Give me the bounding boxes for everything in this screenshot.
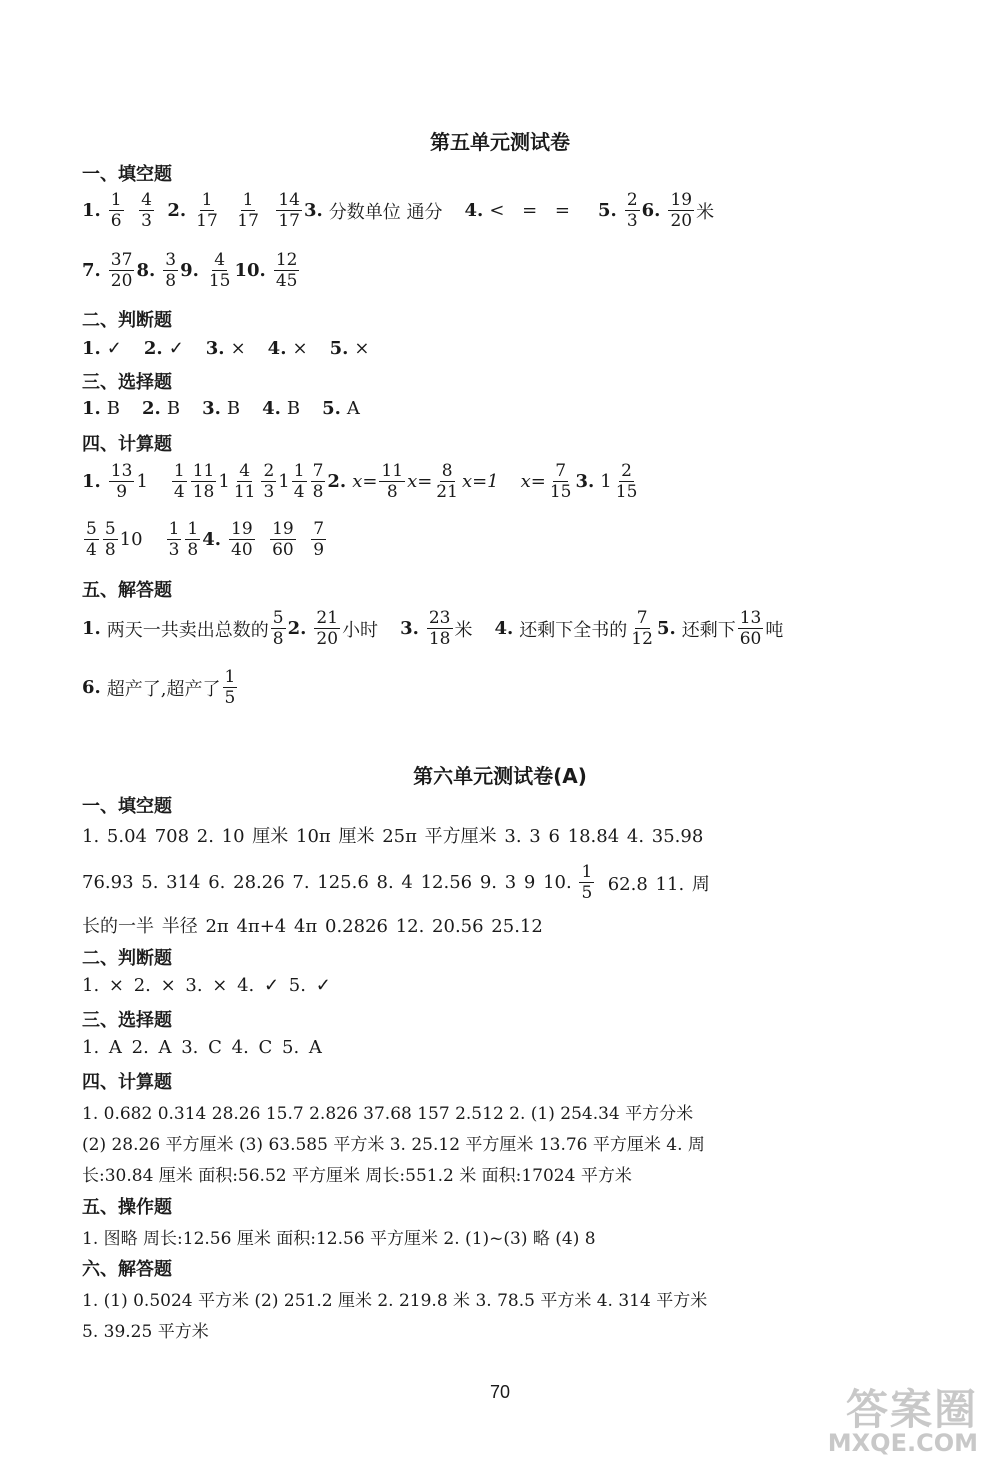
fraction: $\frac{7}{9}$ xyxy=(313,519,325,560)
fraction: $\frac{5}{8}$ xyxy=(104,519,116,560)
unit6-choice-heading: 三、选择题 xyxy=(82,1010,172,1031)
unit6-title: 第六单元测试卷(A) xyxy=(413,764,587,788)
fraction: $\frac{19}{60}$ xyxy=(272,519,294,560)
fraction: $\frac{2}{15}$ xyxy=(615,461,638,502)
unit5-choice-heading: 三、选择题 xyxy=(82,372,172,393)
fraction: $\frac{1}{4}$ xyxy=(293,461,305,502)
fraction: $\frac{4}{15}$ xyxy=(208,250,231,291)
fraction: $\frac{7}{15}$ xyxy=(549,461,572,502)
fraction: $\frac{12}{45}$ xyxy=(275,250,298,291)
fraction: $\frac{1}{17}$ xyxy=(237,190,259,231)
unit5-judge-heading: 二、判断题 xyxy=(82,310,172,331)
unit6-answer-heading: 六、解答题 xyxy=(82,1259,172,1280)
fraction: $\frac{14}{17}$ xyxy=(278,190,300,231)
unit5-answer-line1: 1. 两天一共卖出总数的 $\frac{5}{8}$ 2. $\frac{21}{20}$ 小时 3. $\frac{23}{18}$ 米 4. 还剩下全书的 $\frac{7}{12}$ 5. 还剩下 $\frac{13}{60}$ 吨 xyxy=(82,608,784,649)
fraction: $\frac{13}{9}$ xyxy=(110,461,133,502)
unit6-choice-line: 1. A 2. A 3. C 4. C 5. A xyxy=(82,1037,322,1058)
fraction: $\frac{4}{3}$ xyxy=(141,190,152,231)
fraction: $\frac{19}{40}$ xyxy=(231,519,253,560)
fraction: $\frac{2}{3}$ xyxy=(263,461,275,502)
fraction: $\frac{19}{20}$ xyxy=(670,190,693,231)
unit6-fill-line1: 1. 5.04 708 2. 10 厘米 10π 厘米 25π 平方厘米 3. 3 6 18.84 4. 35.98 xyxy=(82,826,704,847)
unit5-judge-line: 1. ✓ 2. ✓ 3. × 4. × 5. × xyxy=(82,338,370,359)
fraction: $\frac{1}{3}$ xyxy=(168,519,180,560)
unit5-answer-line2: 6. 超产了,超产了 $\frac{1}{5}$ xyxy=(82,667,236,708)
fraction: $\frac{1}{17}$ xyxy=(196,190,218,231)
fraction: $\frac{8}{21}$ xyxy=(436,461,458,502)
unit5-calc-line2: $\frac{5}{4}$ $\frac{5}{8}$ 10 $\frac{1}{3}$ $\frac{1}{8}$ 4. $\frac{19}{40}$ $\frac{19}{60}$ $\frac{7}{9}$ xyxy=(86,519,325,560)
fraction: $\frac{1}{8}$ xyxy=(187,519,199,560)
fraction: $\frac{11}{18}$ xyxy=(192,461,215,502)
fraction: $\frac{1}{4}$ xyxy=(173,461,185,502)
unit5-fill-line1: 1. $\frac{1}{6}$ $\frac{4}{3}$ 2. $\frac{1}{17}$ $\frac{1}{17}$ $\frac{14}{17}$ 3. 分数单位 通分 4. < = = 5. $\frac{2}{3}$ 6. $\frac{19}{20}$ 米 xyxy=(82,190,715,231)
unit6-fill-line3: 长的一半 半径 2π 4π+4 4π 0.2826 12. 20.56 25.12 xyxy=(82,916,543,937)
unit-text: 米 xyxy=(696,201,715,223)
unit5-calc-heading: 四、计算题 xyxy=(82,434,172,455)
unit5-fill-heading: 一、填空题 xyxy=(82,164,172,185)
unit5-fill-line2: 7. $\frac{37}{20}$ 8. $\frac{3}{8}$ 9. $\frac{4}{15}$ 10. $\frac{12}{45}$ xyxy=(82,250,298,291)
answer-text: < = = xyxy=(489,200,577,221)
fraction: $\frac{13}{60}$ xyxy=(739,608,762,649)
unit6-judge-heading: 二、判断题 xyxy=(82,948,172,969)
unit5-title: 第五单元测试卷 xyxy=(430,130,570,154)
fraction: $\frac{5}{4}$ xyxy=(86,519,97,560)
unit6-answer-line1: 1. (1) 0.5024 平方米 (2) 251.2 厘米 2. 219.8 米 3. 78.5 平方米 4. 314 平方米 xyxy=(82,1291,708,1311)
unit6-op-line: 1. 图略 周长:12.56 厘米 面积:12.56 平方厘米 2. (1)~(3) 略 (4) 8 xyxy=(82,1229,596,1249)
fraction: $\frac{4}{11}$ xyxy=(233,461,256,502)
answer-text: 分数单位 通分 xyxy=(328,201,443,223)
fraction: $\frac{7}{8}$ xyxy=(312,461,324,502)
fraction: $\frac{5}{8}$ xyxy=(272,608,284,649)
fraction: $\frac{1}{5}$ xyxy=(581,862,593,903)
fraction: $\frac{11}{8}$ xyxy=(381,461,404,502)
watermark-logo: 答案圈 MXQE.COM xyxy=(827,1385,978,1457)
fraction: $\frac{1}{5}$ xyxy=(224,667,236,708)
unit6-op-heading: 五、操作题 xyxy=(82,1197,172,1218)
fraction: $\frac{1}{6}$ xyxy=(110,190,122,231)
fraction: $\frac{7}{12}$ xyxy=(631,608,653,649)
fraction: $\frac{3}{8}$ xyxy=(165,250,177,291)
unit6-answer-line2: 5. 39.25 平方米 xyxy=(82,1322,209,1342)
unit6-fill-line2: 76.93 5. 314 6. 28.26 7. 125.6 8. 4 12.56 9. 3 9 10. $\frac{1}{5}$ 62.8 11. 周 xyxy=(82,862,710,903)
unit6-calc-line3: 长:30.84 厘米 面积:56.52 平方厘米 周长:551.2 米 面积:17024 平方米 xyxy=(82,1166,632,1186)
unit5-choice-line: 1. B 2. B 3. B 4. B 5. A xyxy=(82,398,360,419)
unit6-judge-line: 1. × 2. × 3. × 4. ✓ 5. ✓ xyxy=(82,975,331,996)
unit6-calc-line2: (2) 28.26 平方厘米 (3) 63.585 平方米 3. 25.12 平方厘米 13.76 平方厘米 4. 周 xyxy=(82,1135,705,1155)
unit6-calc-line1: 1. 0.682 0.314 28.26 15.7 2.826 37.68 157 2.512 2. (1) 254.34 平方分米 xyxy=(82,1104,694,1124)
fraction: $\frac{23}{18}$ xyxy=(428,608,451,649)
fraction: $\frac{37}{20}$ xyxy=(110,250,133,291)
unit6-fill-heading: 一、填空题 xyxy=(82,796,172,817)
unit5-calc-line1: 1. $\frac{13}{9}$ 1 $\frac{1}{4}$ $\frac{11}{18}$ 1 $\frac{4}{11}$ $\frac{2}{3}$ 1 $\frac{1}{4}$ $\frac{7}{8}$ 2. x= $\frac{11}{8}$ x= $\frac{8}{21}$ x=1 x= $\frac{7}{15}$ 3. 1 $\frac{2}{15}$ xyxy=(82,461,638,502)
fraction: $\frac{2}{3}$ xyxy=(626,190,638,231)
fraction: $\frac{21}{20}$ xyxy=(316,608,339,649)
unit6-calc-heading: 四、计算题 xyxy=(82,1072,172,1093)
page-number: 70 xyxy=(489,1382,511,1402)
unit5-answer-heading: 五、解答题 xyxy=(82,580,172,601)
